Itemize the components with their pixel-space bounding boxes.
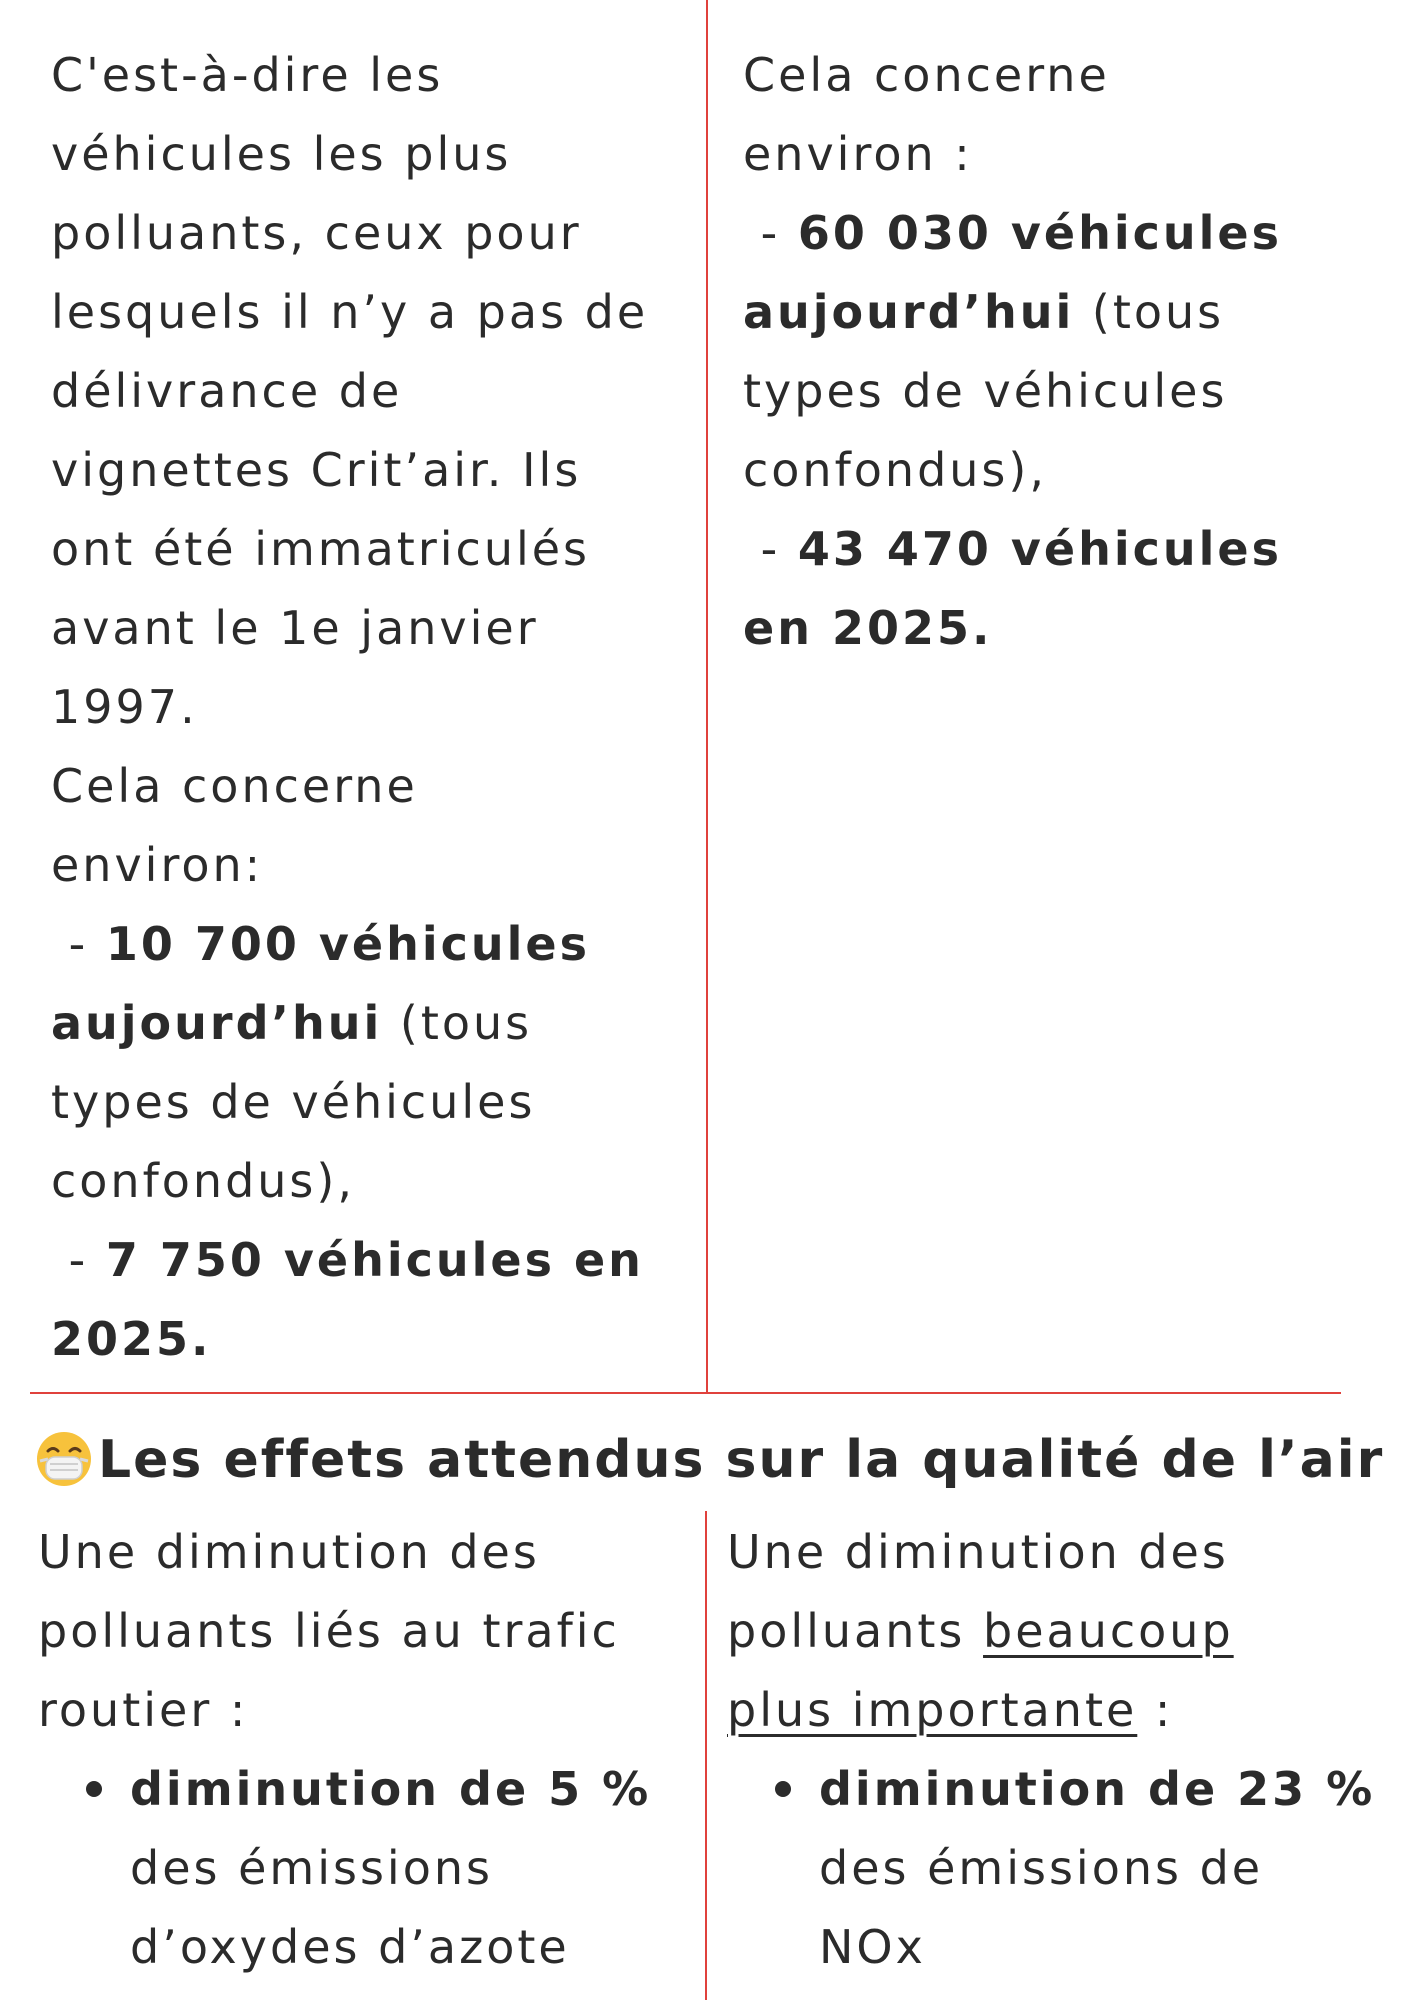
vehicle-count-2025 <box>743 510 1383 589</box>
dash: - <box>743 522 798 576</box>
bottom-right-column <box>727 1513 1414 1987</box>
text-line: d’oxydes d’azote <box>130 1920 570 1974</box>
text-line: environ : <box>743 127 973 181</box>
count-bold: 60 030 véhicules <box>797 206 1282 260</box>
text-line: routier : <box>38 1683 249 1737</box>
text-line: Cela concerne <box>51 759 418 813</box>
count-bold: 43 470 véhicules <box>797 522 1282 576</box>
text-line: confondus), <box>51 1154 355 1208</box>
intro-plain: : <box>1137 1683 1174 1737</box>
count-bold: 7 750 véhicules en <box>105 1233 644 1287</box>
list-item <box>727 1750 1414 1987</box>
text-line <box>727 1671 1414 1750</box>
text-line <box>743 273 1383 352</box>
top-right-column <box>743 36 1383 668</box>
dash: - <box>743 206 798 260</box>
count-bold: aujourd’hui <box>743 285 1075 339</box>
text-line: types de véhicules <box>51 1075 536 1129</box>
count-bold: en 2025. <box>743 601 993 655</box>
count-bold: 2025. <box>51 1312 212 1366</box>
text-line <box>727 1592 1414 1671</box>
text-line: lesquels il n’y a pas de <box>51 285 649 339</box>
text-line: délivrance de <box>51 364 403 418</box>
text-line: types de véhicules <box>743 364 1228 418</box>
dash: - <box>51 917 106 971</box>
section-heading <box>36 1420 1384 1500</box>
text-line: polluants liés au trafic <box>38 1604 620 1658</box>
bullet-bold: diminution de 23 % <box>819 1762 1376 1816</box>
text-line: avant le 1e janvier <box>51 601 539 655</box>
text-line: Cela concerne <box>743 48 1110 102</box>
vehicle-count-2025 <box>51 1221 691 1300</box>
count-note: (tous <box>382 996 533 1050</box>
text-line: vignettes Crit’air. Ils <box>51 443 582 497</box>
text-line: ont été immatriculés <box>51 522 591 576</box>
text-line: environ: <box>51 838 264 892</box>
column-divider-bottom <box>705 1511 707 2000</box>
bullet-list <box>38 1750 698 1987</box>
text-line: confondus), <box>743 443 1047 497</box>
vehicle-count-today <box>51 905 691 984</box>
top-left-column <box>51 36 691 1379</box>
count-bold: aujourd’hui <box>51 996 383 1050</box>
text-line: des émissions <box>130 1841 493 1895</box>
count-note: (tous <box>1074 285 1225 339</box>
bullet-list <box>727 1750 1414 1987</box>
face-with-medical-mask-icon <box>36 1431 92 1487</box>
dash: - <box>51 1233 106 1287</box>
text-line: véhicules les plus <box>51 127 512 181</box>
section-divider <box>30 1392 1341 1394</box>
list-item <box>38 1750 698 1987</box>
intro-underlined: plus importante <box>727 1683 1138 1737</box>
bottom-left-column <box>38 1513 698 1987</box>
column-divider-top <box>706 0 708 1394</box>
intro-underlined: beaucoup <box>983 1604 1234 1658</box>
text-line: NOx <box>819 1920 926 1974</box>
text-line: C'est-à-dire les <box>51 48 444 102</box>
text-line: 1997. <box>51 680 198 734</box>
section-heading-text: Les effets attendus sur la qualité de l’air <box>98 1430 1385 1490</box>
text-line: polluants, ceux pour <box>51 206 582 260</box>
bullet-bold: diminution de 5 % <box>130 1762 652 1816</box>
text-line: Une diminution des <box>727 1525 1229 1579</box>
count-bold: 10 700 véhicules <box>105 917 590 971</box>
vehicle-count-today <box>743 194 1383 273</box>
text-line: des émissions de <box>819 1841 1264 1895</box>
intro-plain: polluants <box>727 1604 984 1658</box>
text-line: Une diminution des <box>38 1525 540 1579</box>
text-line <box>51 984 691 1063</box>
